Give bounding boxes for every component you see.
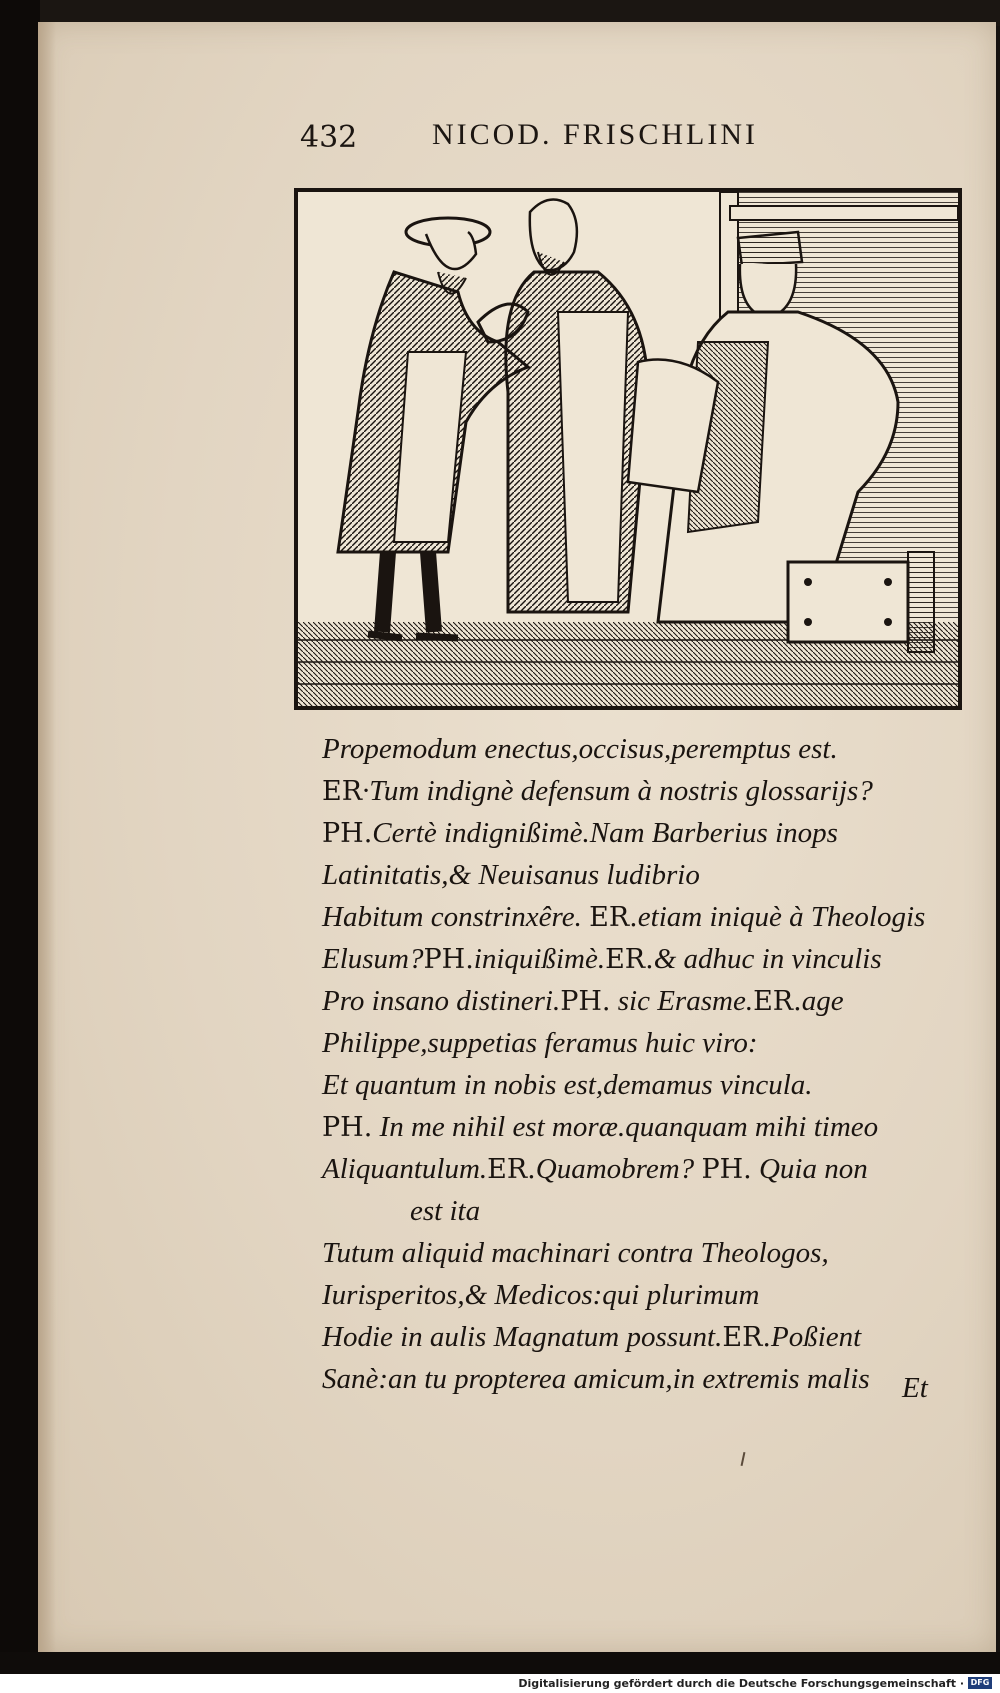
- speaker-label: PH.: [701, 1154, 752, 1185]
- verse-line: [322, 770, 962, 812]
- verse-segment: Propemodum enectus,occisus,peremptus est.: [322, 733, 838, 765]
- running-title: NICOD. FRISCHLINI: [432, 118, 759, 151]
- verse-segment: etiam iniquè à Theologis: [637, 901, 926, 933]
- verse-segment: Habitum constrinxêre.: [322, 901, 590, 933]
- verse-line: [322, 812, 962, 854]
- verse-segment: Iurisperitos,& Medicos:qui plurimum: [322, 1279, 760, 1311]
- verse-segment: iniquißimè.: [473, 943, 606, 975]
- verse-line: [322, 980, 962, 1022]
- verse-line: [322, 1064, 962, 1106]
- verse-segment: Certè indignißimè.Nam Barberius inops: [372, 817, 838, 849]
- speaker-label: PH.: [560, 986, 611, 1017]
- scan-background-left: [0, 0, 40, 1693]
- verse-segment: Aliquantulum.: [322, 1153, 488, 1185]
- verse-line: [322, 1106, 962, 1148]
- verse-line: [322, 1148, 962, 1190]
- verse-segment: Quamobrem?: [535, 1153, 702, 1185]
- speaker-label: ER.: [722, 1322, 771, 1353]
- speaker-label: PH.: [322, 818, 373, 849]
- speaker-label: ER.: [589, 902, 638, 933]
- verse-line: [322, 1190, 962, 1232]
- verse-segment: sic Erasme.: [610, 985, 754, 1017]
- woodcut-icon: [298, 192, 958, 706]
- verse-segment: Hodie in aulis Magnatum possunt.: [322, 1321, 723, 1353]
- verse-segment: Pro insano distineri.: [322, 985, 561, 1017]
- speaker-label: PH.: [322, 1112, 373, 1143]
- verse-line: [322, 1022, 962, 1064]
- verse-segment: Latinitatis,& Neuisanus ludibrio: [322, 859, 700, 891]
- verse-line: [322, 1316, 962, 1358]
- page-gutter-shadow: [38, 22, 56, 1652]
- dfg-logo-icon: DFG: [968, 1677, 992, 1689]
- speaker-label: ER.: [753, 986, 802, 1017]
- verse-line: [322, 938, 962, 980]
- verse-line: [322, 1274, 962, 1316]
- page-number: 432: [300, 120, 358, 155]
- verse-segment: Sanè:an tu propterea amicum,in extremis malis: [322, 1363, 870, 1395]
- verse-segment: est ita: [410, 1195, 481, 1227]
- scan-background-bottom: [0, 1652, 1000, 1674]
- verse-segment: Poßient: [771, 1321, 862, 1353]
- woodcut-illustration: [294, 188, 962, 710]
- verse-segment: Elusum?: [322, 943, 424, 975]
- verse-segment: age: [801, 985, 844, 1017]
- verse-line: [322, 896, 962, 938]
- speaker-label: ER.: [605, 944, 654, 975]
- running-head: [300, 112, 880, 155]
- speaker-label: ER: [322, 776, 363, 807]
- verse-segment: In me nihil est moræ.quanquam mihi timeo: [372, 1111, 879, 1143]
- verse-segment: ·Tum indignè defensum à nostris glossarijs?: [362, 775, 873, 807]
- verse-line: [322, 728, 962, 770]
- verse-text: [322, 728, 962, 1400]
- footer-bar: [0, 1674, 1000, 1693]
- speaker-label: ER.: [487, 1154, 536, 1185]
- verse-line: [322, 1232, 962, 1274]
- funding-credit: Digitalisierung gefördert durch die Deutsche Forschungsgemeinschaft ·: [518, 1677, 964, 1690]
- verse-segment: & adhuc in vinculis: [653, 943, 882, 975]
- verse-line: [322, 854, 962, 896]
- verse-line: [322, 1358, 962, 1400]
- catchword: Et: [902, 1372, 928, 1404]
- speaker-label: PH.: [423, 944, 474, 975]
- verse-segment: Tutum aliquid machinari contra Theologos,: [322, 1237, 829, 1269]
- verse-segment: Et quantum in nobis est,demamus vincula.: [322, 1069, 813, 1101]
- verse-segment: Philippe,suppetias feramus huic viro:: [322, 1027, 758, 1059]
- verse-segment: Quia non: [751, 1153, 868, 1185]
